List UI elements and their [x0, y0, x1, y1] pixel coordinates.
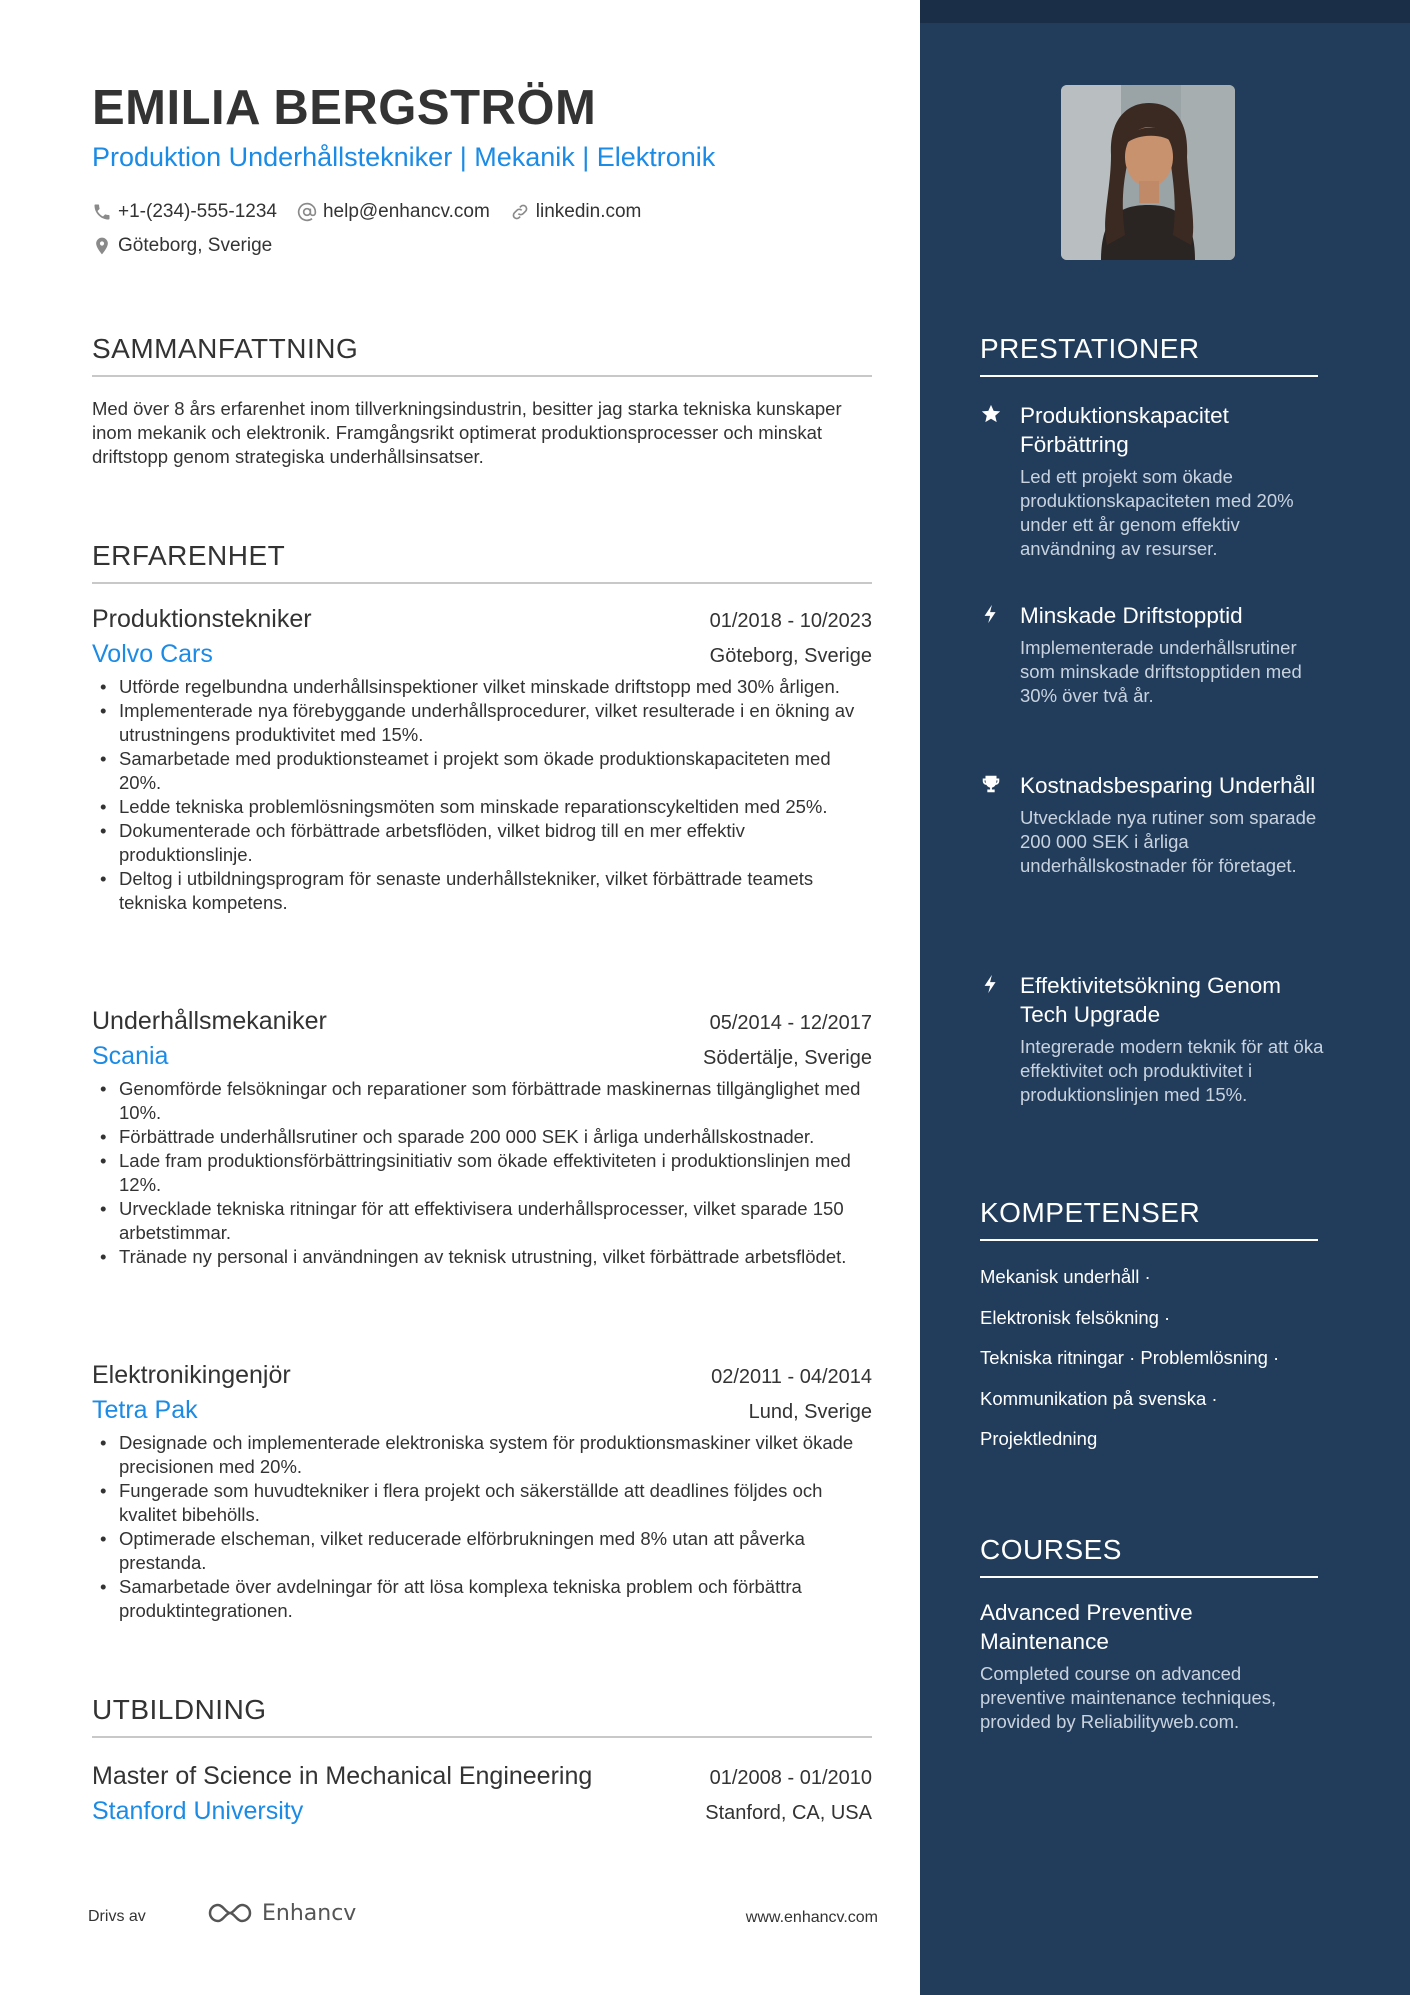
location-pin-icon [92, 236, 112, 256]
job-bullets [92, 1431, 872, 1623]
degree: Master of Science in Mechanical Engineering [92, 1762, 593, 1790]
achievements-heading: PRESTATIONER [980, 333, 1318, 377]
bullet-item: • Lade fram produktionsförbättringsinitiativ som ökade effektiviteten i produktionslinjen med 12%. [92, 1149, 872, 1197]
achievement-desc: Integrerade modern teknik för att öka effektivitet och produktivitet i produktionslinjen med 15%. [1020, 1036, 1324, 1105]
courses-heading: COURSES [980, 1534, 1318, 1578]
bullet-item: • Förbättrade underhållsrutiner och sparade 200 000 SEK i årliga underhållskostnader. [92, 1125, 872, 1149]
experience-section [92, 540, 872, 584]
enhancv-logo[interactable] [206, 1900, 356, 1926]
linkedin-text: linkedin.com [535, 201, 642, 222]
job-company: Scania [92, 1042, 169, 1070]
job-dates: 05/2014 - 12/2017 [709, 1012, 872, 1034]
education-section [92, 1694, 872, 1738]
location-contact [92, 235, 272, 257]
bullet-item: • Urvecklade tekniska ritningar för att effektivisera underhållsprocesser, vilket sparade 150 arbetstimmar. [92, 1197, 872, 1245]
achievement-item [980, 401, 1325, 561]
education-dates: 01/2008 - 01/2010 [709, 1767, 872, 1789]
bullet-item: • Genomförde felsökningar och reparationer som förbättrade maskinernas tillgänglighet med 10%. [92, 1077, 872, 1125]
job-entry [92, 1361, 872, 1623]
education-heading: UTBILDNING [92, 1694, 872, 1738]
job-company: Volvo Cars [92, 640, 213, 668]
achievement-title: Minskade Driftstopptid [1020, 603, 1243, 628]
achievement-title: Kostnadsbesparing Underhåll [1020, 773, 1316, 798]
sidebar-top-band [920, 0, 1410, 23]
school: Stanford University [92, 1797, 304, 1825]
skill-line: Kommunikation på svenska · [980, 1388, 1218, 1409]
job-title: Elektronikingenjör [92, 1361, 291, 1389]
achievement-title: Effektivitetsökning Genom Tech Upgrade [1020, 973, 1281, 1027]
job-title: Produktionstekniker [92, 605, 312, 633]
brand-name: Enhancv [262, 1900, 357, 1926]
summary-section [92, 333, 872, 469]
infinity-logo-icon [206, 1900, 254, 1926]
phone-contact[interactable] [92, 201, 277, 223]
achievement-desc: Utvecklade nya rutiner som sparade 200 000 SEK i årliga underhållskostnader för företaget. [1020, 807, 1317, 876]
bullet-item: • Dokumenterade och förbättrade arbetsflöden, vilket bidrog till en mer effektiv produktionslinje. [92, 819, 872, 867]
job-bullets [92, 675, 872, 915]
bullet-item: • Deltog i utbildningsprogram för senaste underhållstekniker, vilket förbättrade teamets tekniska kompetens. [92, 867, 872, 915]
bullet-item: • Samarbetade med produktionsteamet i projekt som ökade produktionskapaciteten med 20%. [92, 747, 872, 795]
skill-line: Tekniska ritningar · Problemlösning · [980, 1347, 1280, 1368]
job-location: Göteborg, Sverige [709, 645, 872, 667]
courses-section [980, 1534, 1318, 1734]
skill-line: Elektronisk felsökning · [980, 1307, 1171, 1328]
achievement-desc: Implementerade underhållsrutiner som minskade driftstopptiden med 30% över två år. [1020, 637, 1302, 706]
email-text: help@enhancv.com [322, 201, 490, 222]
footer [88, 1900, 878, 1940]
job-bullets [92, 1077, 872, 1269]
bullet-item: • Designade och implementerade elektroniska system för produktionsmaskiner vilket ökade precisionen med 20%. [92, 1431, 872, 1479]
course-item [980, 1598, 1318, 1734]
powered-by-text: Drivs av [88, 1908, 146, 1925]
bullet-item: • Tränade ny personal i användningen av teknisk utrustning, vilket förbättrade arbetsflödet. [92, 1245, 872, 1269]
job-location: Lund, Sverige [748, 1401, 872, 1423]
skill-line: Projektledning [980, 1428, 1098, 1449]
portrait-image [1061, 85, 1235, 260]
achievement-title: Produktionskapacitet Förbättring [1020, 403, 1229, 457]
linkedin-contact[interactable] [510, 201, 642, 223]
bullet-item: • Fungerade som huvudtekniker i flera projekt och säkerställde att deadlines följdes och kvalitet bibehölls. [92, 1479, 872, 1527]
achievement-desc: Led ett projekt som ökade produktionskapaciteten med 20% under ett år genom effektiv användning av resurser. [1020, 466, 1294, 559]
job-entry [92, 1007, 872, 1269]
experience-heading: ERFARENHET [92, 540, 872, 584]
email-contact[interactable] [297, 201, 490, 223]
job-entry [92, 605, 872, 915]
candidate-title: Produktion Underhållstekniker | Mekanik | Elektronik [92, 142, 716, 172]
link-icon [510, 202, 530, 222]
profile-photo [1061, 85, 1235, 260]
footer-url[interactable]: www.enhancv.com [745, 1909, 878, 1926]
job-title: Underhållsmekaniker [92, 1007, 327, 1035]
bolt-icon [980, 973, 1002, 995]
skill-line: Mekanisk underhåll · [980, 1266, 1151, 1287]
education-entry [92, 1762, 872, 1826]
bullet-item: • Implementerade nya förebyggande underhållsprocedurer, vilket resulterade i en ökning av utrustningens produktivitet med 15%. [92, 699, 872, 747]
contact-info [92, 195, 892, 263]
candidate-name: EMILIA BERGSTRÖM [92, 81, 597, 135]
skills-heading: KOMPETENSER [980, 1197, 1318, 1241]
job-dates: 02/2011 - 04/2014 [711, 1366, 872, 1388]
education-location: Stanford, CA, USA [705, 1802, 872, 1824]
course-title: Advanced Preventive Maintenance [980, 1600, 1193, 1654]
job-location: Södertälje, Sverige [703, 1047, 872, 1069]
bullet-item: • Optimerade elscheman, vilket reducerade elförbrukningen med 8% utan att påverka prestanda. [92, 1527, 872, 1575]
bullet-item: • Utförde regelbundna underhållsinspektioner vilket minskade driftstopp med 30% årligen. [92, 675, 872, 699]
achievement-item [980, 601, 1325, 708]
at-icon [297, 202, 317, 222]
bolt-icon [980, 603, 1002, 625]
trophy-icon [980, 773, 1002, 795]
summary-heading: SAMMANFATTNING [92, 333, 872, 377]
bullet-item: • Samarbetade över avdelningar för att lösa komplexa tekniska problem och förbättra produktintegrationen. [92, 1575, 872, 1623]
star-icon [980, 403, 1002, 425]
job-dates: 01/2018 - 10/2023 [709, 610, 872, 632]
skills-section [980, 1197, 1318, 1241]
achievement-item [980, 971, 1325, 1107]
course-desc: Completed course on advanced preventive maintenance techniques, provided by Reliabilityweb.com. [980, 1663, 1277, 1732]
bullet-item: • Ledde tekniska problemlösningsmöten som minskade reparationscykeltiden med 25%. [92, 795, 872, 819]
achievement-item [980, 771, 1325, 878]
job-company: Tetra Pak [92, 1396, 198, 1424]
phone-icon [92, 202, 112, 222]
achievements-section [980, 333, 1318, 377]
location-text: Göteborg, Sverige [118, 235, 273, 256]
summary-text: Med över 8 års erfarenhet inom tillverkningsindustrin, besitter jag starka tekniska kunskaper inom mekanik och elektronik. Framgångsrikt optimerat produktionsprocesser och minskat driftstopp genom strategiska underhållsinsatser. [92, 398, 842, 467]
phone-text: +1-(234)-555-1234 [118, 201, 277, 222]
